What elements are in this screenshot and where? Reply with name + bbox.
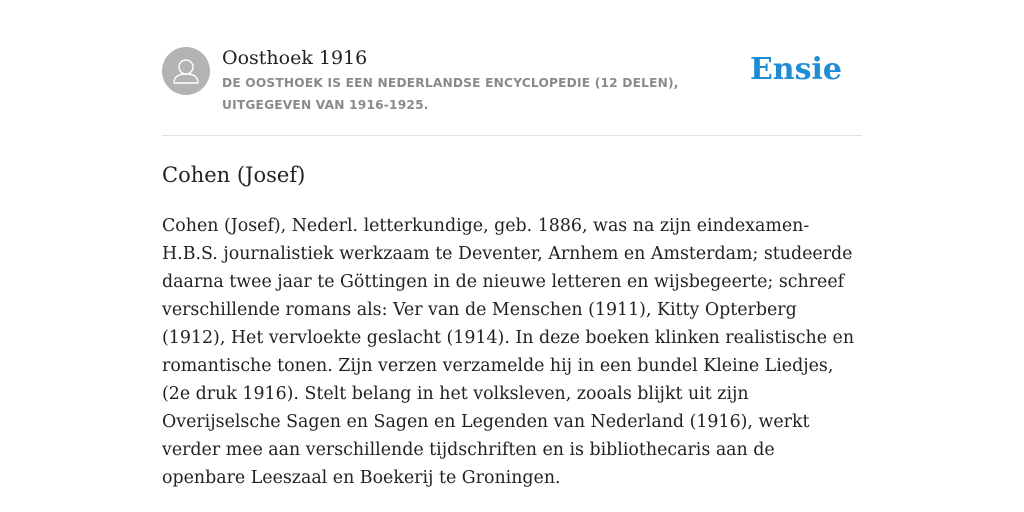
source-title[interactable]: Oosthoek 1916: [222, 47, 368, 69]
article-title: Cohen (Josef): [162, 163, 306, 187]
divider: [162, 135, 862, 136]
article-card: [162, 0, 862, 512]
ensie-logo[interactable]: Ensie: [749, 52, 842, 87]
source-description: DE OOSTHOEK IS EEN NEDERLANDSE ENCYCLOPEDIE (12 DELEN), UITGEGEVEN VAN 1916-1925.: [222, 76, 679, 112]
source-header: [162, 46, 862, 136]
source-avatar[interactable]: [162, 47, 210, 95]
article-body: Cohen (Josef), Nederl. letterkundige, geb. 1886, was na zijn eindexamen-H.B.S. journalistiek werkzaam te Deventer, Arnhem en Amsterdam; studeerde daarna twee jaar te Göttingen in de nieuwe letteren en wijsbegeerte; schreef verschillende romans als: Ver van de Menschen (1911), Kitty Opterberg (1912), Het vervloekte geslacht (1914). In deze boeken klinken realistische en romantische tonen. Zijn verzen verzamelde hij in een bundel Kleine Liedjes, (2e druk 1916). Stelt belang in het volksleven, zooals blijkt uit zijn Overijselsche Sagen en Sagen en Legenden van Nederland (1916), werkt verder mee aan verschillende tijdschriften en is bibliothecaris aan de openbare Leeszaal en Boekerij te Groningen.: [162, 216, 855, 488]
user-silhouette-icon: [162, 47, 210, 95]
